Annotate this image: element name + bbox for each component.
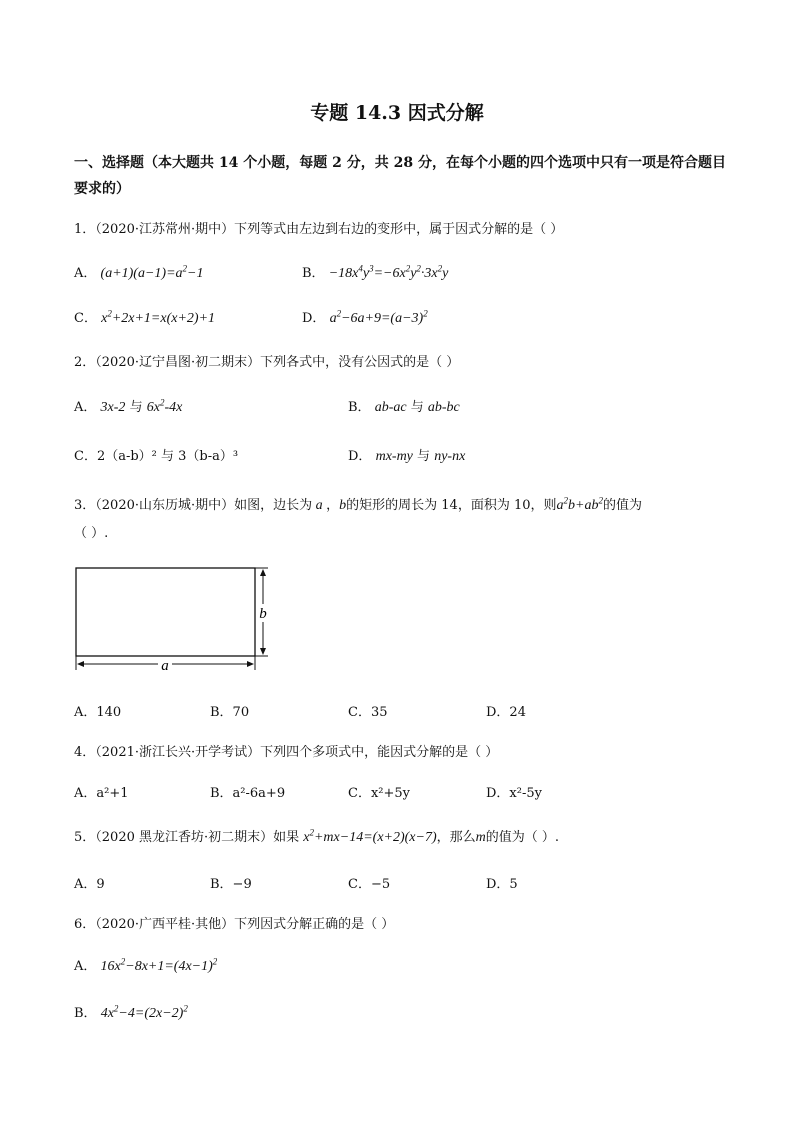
section-heading: 一、选择题（本大题共 14 个小题，每题 2 分，共 28 分，在每个小题的四个选项中只有一项是符合题目要求的） <box>74 155 726 197</box>
arrow-head <box>260 569 266 576</box>
option-label: D． <box>348 449 372 464</box>
formula: mx-my <box>375 449 413 464</box>
q6-option-a <box>74 955 217 975</box>
rectangle-diagram <box>70 562 280 674</box>
connector-text: 与 <box>410 400 424 415</box>
stem-text: 的值为（ ）. <box>485 830 560 845</box>
question-4-stem: 4．（2021·浙江长兴·开学考试）下列四个多项式中，能因式分解的是（ ） <box>74 745 499 760</box>
stem-text: 3．（2020·山东历城·期中）如图，边长为 <box>74 498 313 513</box>
formula: $16x^2-8x+1=(4x-1)^2$ <box>100 956 218 974</box>
question-3-stem: 3．（2020·山东历城·期中）如图，边长为 a ，b的矩形的周长为 14，面积为 10，则$a^2b+ab^2$的值为 <box>74 495 642 513</box>
q5-option-c: C．−5 <box>348 877 391 892</box>
q3-option-d: D．24 <box>486 705 526 720</box>
q4-option-d: D．x²-5y <box>486 786 542 801</box>
q2-option-b <box>348 396 460 416</box>
q4-option-c: C．x²+5y <box>348 786 410 801</box>
stem-text: 的矩形的周长为 14，面积为 10，则 <box>346 498 557 513</box>
formula: $a^2b+ab^2$ <box>556 495 603 513</box>
option-label: B． <box>302 266 325 281</box>
option-label: D． <box>302 311 326 326</box>
stem-text: 的值为 <box>602 498 642 513</box>
formula: ab-ac <box>374 400 407 415</box>
option-label: A． <box>74 266 97 281</box>
question-1-stem: 1．（2020·江苏常州·期中）下列等式由左边到右边的变形中，属于因式分解的是（ ） <box>74 222 564 237</box>
q5-option-a: A．9 <box>74 877 105 892</box>
q5-option-b: B．−9 <box>210 877 252 892</box>
formula: ab-bc <box>427 400 460 415</box>
question-2-stem: 2．（2020·辽宁昌图·初二期末）下列各式中，没有公因式的是（ ） <box>74 355 460 370</box>
option-label: C． <box>74 311 97 326</box>
q2-option-d <box>348 445 465 465</box>
label-a: a <box>161 658 169 674</box>
arrow-head <box>260 648 266 655</box>
q2-option-c: C．2（a-b）² 与 3（b-a）³ <box>74 449 239 464</box>
q1-option-c <box>74 307 215 327</box>
stem-text: 5．（2020 黑龙江香坊·初二期末）如果 <box>74 830 300 845</box>
formula: $x^2+mx-14=(x+2)(x-7)$ <box>303 827 437 845</box>
q3-option-c: C．35 <box>348 705 388 720</box>
option-label: B． <box>74 1006 97 1021</box>
q1-option-a <box>74 262 203 282</box>
q6-option-b <box>74 1002 188 1022</box>
question-3-stem-line2: （ ）. <box>74 526 109 541</box>
formula: $a^2-6a+9=(a-3)^2$ <box>329 308 428 326</box>
arrow-head <box>77 661 84 667</box>
q1-option-b <box>302 262 448 282</box>
q3-option-b: B．70 <box>210 705 250 720</box>
q4-option-a: A．a²+1 <box>74 786 129 801</box>
variable: a <box>312 498 327 513</box>
question-6-stem: 6．（2020·广西平桂·其他）下列因式分解正确的是（ ） <box>74 917 395 932</box>
formula: $x^2+2x+1=x(x+2)+1$ <box>101 308 216 326</box>
question-5-stem <box>74 826 559 846</box>
option-label: A． <box>74 959 97 974</box>
connector-text: 与 <box>129 400 143 415</box>
q2-option-a <box>74 396 182 416</box>
variable: m <box>475 830 486 845</box>
rectangle-figure <box>70 562 280 678</box>
stem-text: ，那么 <box>436 830 476 845</box>
formula: $4x^2-4=(2x-2)^2$ <box>100 1003 188 1021</box>
formula: $(a+1)(a-1)=a^2-1$ <box>100 263 204 281</box>
connector-text: 与 <box>417 449 431 464</box>
label-b: b <box>259 606 267 622</box>
q5-option-d: D．5 <box>486 877 518 892</box>
variable: b <box>339 498 347 513</box>
formula: 3x-2 <box>100 400 126 415</box>
q1-option-d <box>302 307 428 327</box>
formula: ny-nx <box>434 449 466 464</box>
option-label: B． <box>348 400 371 415</box>
rectangle <box>76 568 255 656</box>
option-label: A． <box>74 400 97 415</box>
q3-option-a: A．140 <box>74 705 122 720</box>
arrow-head <box>247 661 254 667</box>
formula: $-18x^4y^3=-6x^2y^2\cdot 3x^2y$ <box>328 263 449 281</box>
q4-option-b: B．a²-6a+9 <box>210 786 286 801</box>
page-title: 专题 14.3 因式分解 <box>310 102 484 124</box>
formula: $6x^2-4x$ <box>146 397 183 415</box>
